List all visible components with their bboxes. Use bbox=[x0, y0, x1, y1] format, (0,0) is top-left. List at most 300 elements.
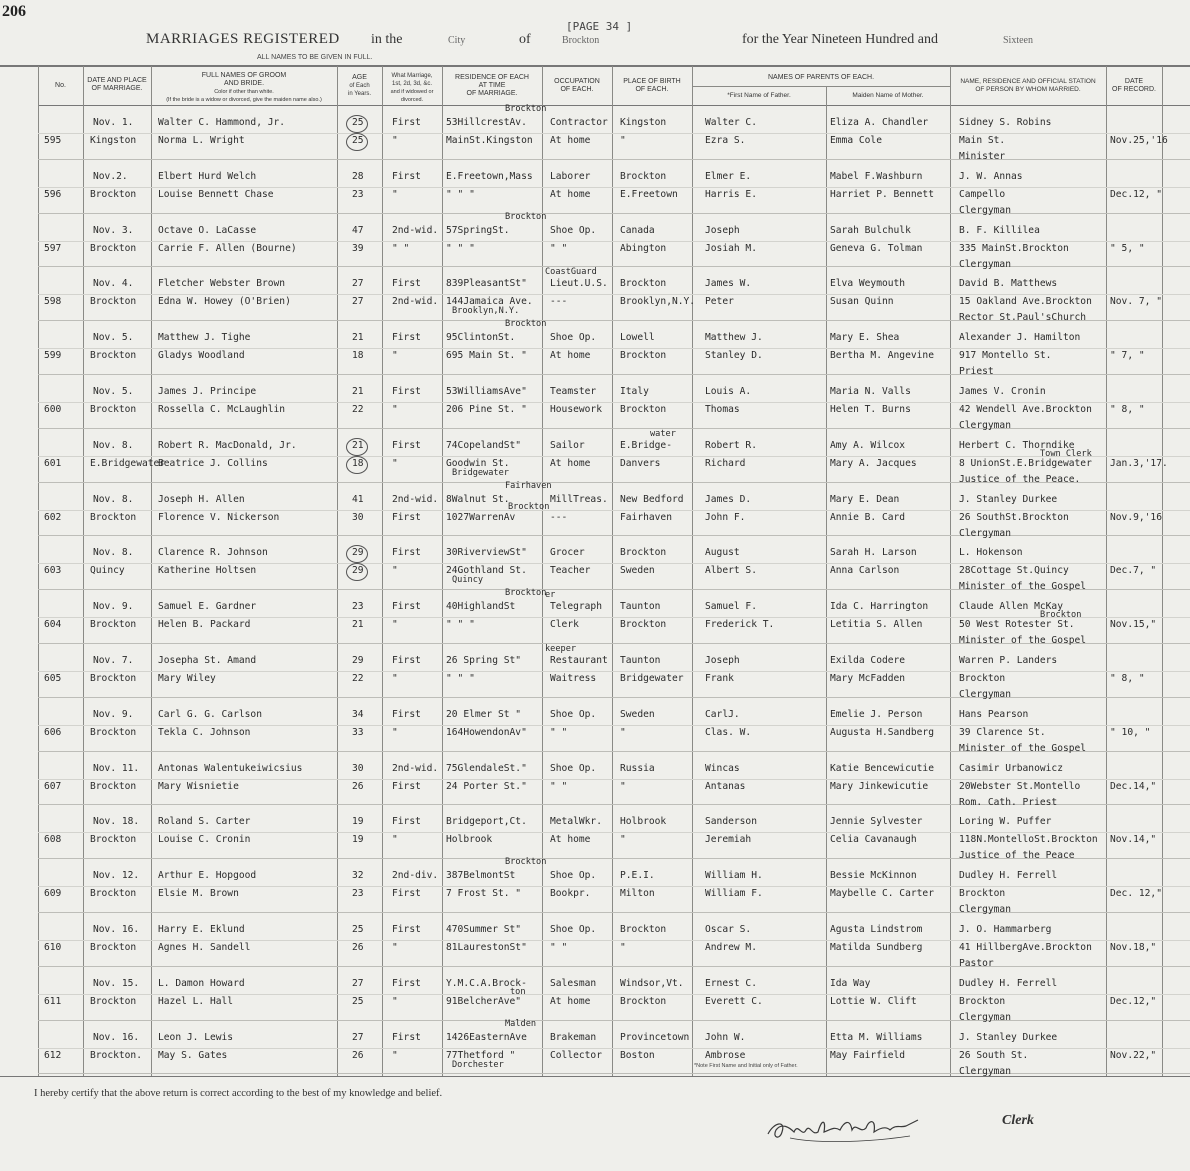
occupation-note: er bbox=[545, 590, 556, 601]
bride-age: 26 bbox=[352, 942, 364, 953]
groom-occupation: Salesman bbox=[550, 977, 597, 989]
bride-mother: Anna Carlson bbox=[830, 565, 900, 577]
groom-age: 34 bbox=[352, 708, 364, 720]
bride-residence-line2: Dorchester bbox=[452, 1059, 504, 1070]
bride-mother: Susan Quinn bbox=[830, 296, 894, 308]
groom-name: Carl G. G. Carlson bbox=[158, 708, 262, 720]
groom-occupation: Shoe Op. bbox=[550, 708, 597, 720]
groom-marriage-no: First bbox=[392, 117, 421, 128]
officiant-note: Brockton bbox=[1040, 610, 1082, 621]
groom-birthplace: Lowell bbox=[620, 332, 655, 344]
groom-occupation: Shoe Op. bbox=[550, 870, 597, 882]
bride-birthplace: " bbox=[620, 834, 626, 846]
bride-residence: 164HowendonAv" bbox=[446, 726, 527, 738]
groom-mother: Katie Bencewicutie bbox=[830, 762, 934, 774]
title-year-suffix: Sixteen bbox=[1003, 35, 1033, 46]
bride-marriage-no: " bbox=[392, 350, 398, 362]
bride-birthplace: Fairhaven bbox=[620, 511, 672, 523]
bride-residence: 206 Pine St. " bbox=[446, 404, 527, 415]
groom-residence: 470Summer St" bbox=[446, 924, 522, 935]
bride-name: Rossella C. McLaughlin bbox=[158, 404, 286, 415]
groom-father: Walter C. bbox=[705, 117, 757, 128]
record-date: " 8, " bbox=[1110, 673, 1145, 684]
officiant-name: B. F. Killilea bbox=[959, 224, 1040, 236]
bride-residence: Holbrook bbox=[446, 834, 493, 846]
officiant-residence: Main St. bbox=[959, 135, 1006, 146]
bride-birthplace: Bridgewater bbox=[620, 673, 684, 684]
bride-mother: Matilda Sundberg bbox=[830, 942, 923, 953]
officiant-title: Clergyman bbox=[959, 1065, 1011, 1077]
bride-birthplace: " bbox=[620, 726, 626, 738]
groom-occupation: Laborer bbox=[550, 170, 591, 182]
record-date: Nov. 7, " bbox=[1110, 296, 1162, 308]
officiant-name: Sidney S. Robins bbox=[959, 117, 1052, 128]
groom-occupation: Lieut.U.S. bbox=[550, 278, 608, 290]
groom-name: Matthew J. Tighe bbox=[158, 332, 251, 344]
record-divider bbox=[38, 1020, 1190, 1021]
groom-marriage-no: First bbox=[392, 332, 421, 344]
bride-age: 19 bbox=[352, 834, 364, 846]
groom-marriage-no: First bbox=[392, 170, 421, 182]
title-of: of bbox=[519, 32, 531, 47]
bride-occupation: At home bbox=[550, 350, 591, 362]
groom-marriage-no: First bbox=[392, 655, 421, 666]
residence-note: Brockton bbox=[505, 319, 547, 330]
col-header-parents: NAMES OF PARENTS OF EACH. bbox=[767, 74, 875, 81]
bride-marriage-no: " bbox=[392, 995, 398, 1007]
groom-birthplace: Russia bbox=[620, 762, 655, 774]
bride-name: Tekla C. Johnson bbox=[158, 726, 251, 738]
record-number: 605 bbox=[44, 673, 62, 684]
marriage-date: Nov. 18. bbox=[93, 816, 140, 828]
record-midline bbox=[38, 940, 1190, 941]
title-sub: ALL NAMES TO BE GIVEN IN FULL. bbox=[257, 54, 373, 61]
marriage-date: Nov. 16. bbox=[93, 924, 140, 935]
officiant-name: Casimir Urbanowicz bbox=[959, 762, 1063, 774]
bride-age: 23 bbox=[352, 188, 364, 200]
age-circle-mark bbox=[346, 545, 368, 563]
groom-residence: Y.M.C.A.Brock- bbox=[446, 977, 527, 989]
officiant-name: J. Stanley Durkee bbox=[959, 493, 1058, 505]
record-number: 595 bbox=[44, 135, 62, 146]
bride-mother: Maybelle C. Carter bbox=[830, 888, 934, 900]
bride-residence-line2: Bridgewater bbox=[452, 467, 509, 478]
bride-occupation: --- bbox=[550, 296, 568, 308]
bride-father: Clas. W. bbox=[705, 726, 752, 738]
groom-occupation: MetalWkr. bbox=[550, 816, 602, 828]
bride-father: Josiah M. bbox=[705, 242, 757, 254]
record-divider bbox=[38, 1073, 1190, 1074]
col-header-mother: Maiden Name of Mother. bbox=[852, 92, 924, 99]
groom-marriage-no: First bbox=[392, 439, 421, 451]
groom-age: 21 bbox=[352, 386, 364, 397]
groom-mother: Amy A. Wilcox bbox=[830, 439, 906, 451]
bride-residence: 695 Main St. " bbox=[446, 350, 527, 362]
marriage-place: Brockton bbox=[90, 350, 137, 362]
officiant-name: Claude Allen McKay bbox=[959, 601, 1063, 613]
bride-occupation: Clerk bbox=[550, 619, 579, 631]
bride-name: Katherine Holtsen bbox=[158, 565, 257, 577]
bride-birthplace: " bbox=[620, 780, 626, 792]
bride-mother: Mary McFadden bbox=[830, 673, 906, 684]
groom-mother: Maria N. Valls bbox=[830, 386, 911, 397]
bride-age: 23 bbox=[352, 888, 364, 900]
groom-marriage-no: 2nd-wid. bbox=[392, 493, 439, 505]
officiant-residence: 20Webster St.Montello bbox=[959, 780, 1081, 792]
bride-occupation: At home bbox=[550, 834, 591, 846]
record-date: Nov.14," bbox=[1110, 834, 1157, 846]
marriage-date: Nov. 8. bbox=[93, 493, 134, 505]
officiant-residence: 335 MainSt.Brockton bbox=[959, 242, 1069, 254]
record-divider bbox=[38, 912, 1190, 913]
title-main: MARRIAGES REGISTERED bbox=[146, 31, 340, 47]
groom-birthplace: Sweden bbox=[620, 708, 655, 720]
groom-residence: 30RiverviewSt" bbox=[446, 547, 527, 559]
bride-birthplace: Danvers bbox=[620, 457, 661, 469]
record-midline bbox=[38, 510, 1190, 511]
officiant-residence: 917 Montello St. bbox=[959, 350, 1052, 362]
bride-residence: 24 Porter St." bbox=[446, 780, 527, 792]
groom-name: Elbert Hurd Welch bbox=[158, 170, 257, 182]
officiant-note: Town Clerk bbox=[1040, 448, 1092, 459]
officiant-name: Dudley H. Ferrell bbox=[959, 870, 1058, 882]
bride-mother: Augusta H.Sandberg bbox=[830, 726, 934, 738]
officiant-name: Alexander J. Hamilton bbox=[959, 332, 1081, 344]
groom-birthplace: Taunton bbox=[620, 655, 661, 666]
marriage-date: Nov. 9. bbox=[93, 601, 134, 613]
bride-age: 22 bbox=[352, 673, 364, 684]
age-circle-mark bbox=[346, 115, 368, 133]
groom-residence: 74CopelandSt" bbox=[446, 439, 522, 451]
groom-name: Samuel E. Gardner bbox=[158, 601, 257, 613]
groom-marriage-no: First bbox=[392, 816, 421, 828]
groom-age: 27 bbox=[352, 1031, 364, 1043]
groom-age: 23 bbox=[352, 601, 364, 613]
officiant-title: Clergyman bbox=[959, 527, 1011, 539]
bride-father: Ambrose bbox=[705, 1049, 746, 1061]
bride-father: Antanas bbox=[705, 780, 746, 792]
bride-name: Gladys Woodland bbox=[158, 350, 245, 362]
groom-age: 47 bbox=[352, 224, 364, 236]
groom-name: Josepha St. Amand bbox=[158, 655, 257, 666]
record-divider bbox=[38, 374, 1190, 375]
officiant-title: Clergyman bbox=[959, 420, 1011, 431]
marriage-place: Brockton bbox=[90, 242, 137, 254]
record-midline bbox=[38, 886, 1190, 887]
bride-residence: " " " bbox=[446, 673, 475, 684]
bride-occupation: Collector bbox=[550, 1049, 602, 1061]
marriage-date: Nov. 9. bbox=[93, 708, 134, 720]
groom-age: 27 bbox=[352, 977, 364, 989]
groom-mother: Mabel F.Washburn bbox=[830, 170, 923, 182]
groom-residence: 57SpringSt. bbox=[446, 224, 510, 236]
record-midline bbox=[38, 348, 1190, 349]
record-date: Dec.12, " bbox=[1110, 188, 1162, 200]
record-midline bbox=[38, 779, 1190, 780]
bride-occupation: Bookpr. bbox=[550, 888, 591, 900]
record-date: " 8, " bbox=[1110, 404, 1145, 415]
groom-mother: Sarah H. Larson bbox=[830, 547, 917, 559]
bride-mother: Helen T. Burns bbox=[830, 404, 911, 415]
groom-age: 25 bbox=[352, 117, 364, 128]
bride-mother: May Fairfield bbox=[830, 1049, 906, 1061]
bride-marriage-no: First bbox=[392, 511, 421, 523]
groom-father: Oscar S. bbox=[705, 924, 752, 935]
groom-residence: 95ClintonSt. bbox=[446, 332, 516, 344]
bride-marriage-no: " " bbox=[392, 242, 410, 254]
bride-father: Thomas bbox=[705, 404, 740, 415]
bride-residence: 24Gothland St. bbox=[446, 565, 527, 577]
groom-name: Antonas Walentukeiwicsius bbox=[158, 762, 303, 774]
record-number: 598 bbox=[44, 296, 62, 308]
record-date: Nov.18," bbox=[1110, 942, 1157, 953]
officiant-residence: 28Cottage St.Quincy bbox=[959, 565, 1069, 577]
marriage-place: Brockton bbox=[90, 296, 137, 308]
bride-age: 39 bbox=[352, 242, 364, 254]
officiant-residence: 42 Wendell Ave.Brockton bbox=[959, 404, 1092, 415]
groom-father: CarlJ. bbox=[705, 708, 740, 720]
groom-birthplace: Holbrook bbox=[620, 816, 667, 828]
officiant-title: Clergyman bbox=[959, 904, 1011, 916]
groom-name: Arthur E. Hopgood bbox=[158, 870, 257, 882]
bride-occupation: " " bbox=[550, 242, 568, 254]
bride-father: Stanley D. bbox=[705, 350, 763, 362]
bride-mother: Lottie W. Clift bbox=[830, 995, 917, 1007]
record-date: Jan.3,'17. bbox=[1110, 457, 1168, 469]
groom-residence: 387BelmontSt bbox=[446, 870, 516, 882]
bride-mother: Mary Jinkewicutie bbox=[830, 780, 929, 792]
residence-note: Brockton bbox=[505, 211, 547, 222]
bride-occupation: Housework bbox=[550, 404, 602, 415]
officiant-name: James V. Cronin bbox=[959, 386, 1046, 397]
officiant-name: J. W. Annas bbox=[959, 170, 1023, 182]
bride-birthplace: Brockton bbox=[620, 619, 667, 631]
officiant-title: Rom. Cath. Priest bbox=[959, 796, 1058, 808]
groom-name: Robert R. MacDonald, Jr. bbox=[158, 439, 297, 451]
groom-marriage-no: 2nd-div. bbox=[392, 870, 439, 882]
groom-occupation: Shoe Op. bbox=[550, 762, 597, 774]
marriage-date: Nov. 5. bbox=[93, 332, 134, 344]
bride-birthplace: Brockton bbox=[620, 350, 667, 362]
bride-occupation: " " bbox=[550, 780, 568, 792]
marriage-place: Brockton bbox=[90, 942, 137, 953]
officiant-name: J. Stanley Durkee bbox=[959, 1031, 1058, 1043]
officiant-name: Loring W. Puffer bbox=[959, 816, 1052, 828]
bride-mother: Emma Cole bbox=[830, 135, 882, 146]
groom-father: Joseph bbox=[705, 655, 740, 666]
groom-age: 30 bbox=[352, 762, 364, 774]
bride-father: William F. bbox=[705, 888, 763, 900]
bride-age: 25 bbox=[352, 995, 364, 1007]
officiant-residence: 50 West Rotester St. bbox=[959, 619, 1075, 631]
bride-marriage-no: " bbox=[392, 834, 398, 846]
officiant-name: David B. Matthews bbox=[959, 278, 1058, 290]
bride-name: Mary Wisnietie bbox=[158, 780, 239, 792]
officiant-title: Minister bbox=[959, 151, 1006, 162]
groom-birthplace: Brockton bbox=[620, 170, 667, 182]
bride-father: Everett C. bbox=[705, 995, 763, 1007]
officiant-title: Clergyman bbox=[959, 1011, 1011, 1023]
groom-residence: 53HillcrestAv. bbox=[446, 117, 527, 128]
record-midline bbox=[38, 617, 1190, 618]
officiant-residence: 26 SouthSt.Brockton bbox=[959, 511, 1069, 523]
record-midline bbox=[38, 456, 1190, 457]
record-number: 603 bbox=[44, 565, 62, 577]
bride-residence: " " " bbox=[446, 242, 475, 254]
groom-age: 21 bbox=[352, 439, 364, 451]
bride-marriage-no: " bbox=[392, 135, 398, 146]
col-header-no: No. bbox=[55, 82, 66, 89]
officiant-name: L. Hokenson bbox=[959, 547, 1023, 559]
bride-residence: 81LaurestonSt" bbox=[446, 942, 527, 953]
col-header-names: FULL NAMES OF GROOM AND BRIDE. Color if other than white. (If the bride is a widow or divorced, give the maiden name also.) bbox=[166, 72, 322, 103]
groom-marriage-no: First bbox=[392, 977, 421, 989]
record-midline bbox=[38, 187, 1190, 188]
bride-name: Elsie M. Brown bbox=[158, 888, 239, 900]
groom-father: John W. bbox=[705, 1031, 746, 1043]
bride-age: 18 bbox=[352, 350, 364, 362]
bride-occupation: Waitress bbox=[550, 673, 597, 684]
officiant-title: Clergyman bbox=[959, 689, 1011, 700]
record-date: " 5, " bbox=[1110, 242, 1145, 254]
bride-age: 33 bbox=[352, 726, 364, 738]
bride-occupation: At home bbox=[550, 457, 591, 469]
bride-age: 27 bbox=[352, 296, 364, 308]
title-city-name: Brockton bbox=[562, 35, 600, 46]
groom-residence: 1426EasternAve bbox=[446, 1031, 527, 1043]
groom-name: Leon J. Lewis bbox=[158, 1031, 234, 1043]
bride-residence: MainSt.Kingston bbox=[446, 135, 533, 146]
col-header-residence: RESIDENCE OF EACH AT TIME OF MARRIAGE. bbox=[455, 74, 529, 97]
table-top-rule bbox=[0, 65, 1190, 67]
bride-mother: Letitia S. Allen bbox=[830, 619, 923, 631]
groom-birthplace: Taunton bbox=[620, 601, 661, 613]
officiant-title: Clergyman bbox=[959, 258, 1011, 270]
bride-residence: " " " bbox=[446, 619, 475, 631]
groom-father: William H. bbox=[705, 870, 763, 882]
record-date: " 10, " bbox=[1110, 726, 1151, 738]
officiant-name: Warren P. Landers bbox=[959, 655, 1058, 666]
groom-birthplace: Canada bbox=[620, 224, 655, 236]
record-date: Dec.7, " bbox=[1110, 565, 1157, 577]
groom-residence: 53WilliamsAve" bbox=[446, 386, 527, 397]
marriage-date: Nov. 8. bbox=[93, 547, 134, 559]
bride-marriage-no: First bbox=[392, 888, 421, 900]
bride-age: 29 bbox=[352, 565, 364, 577]
marriage-date: Nov. 1. bbox=[93, 117, 134, 128]
bride-marriage-no: " bbox=[392, 942, 398, 953]
residence-note: Brockton bbox=[505, 588, 547, 599]
record-midline bbox=[38, 994, 1190, 995]
parents-subheader-rule bbox=[692, 86, 950, 87]
record-number: 596 bbox=[44, 188, 62, 200]
bride-name: Helen B. Packard bbox=[158, 619, 251, 631]
title-year: for the Year Nineteen Hundred and bbox=[742, 32, 938, 47]
bride-father: Peter bbox=[705, 296, 734, 308]
col-header-record-date: DATE OF RECORD. bbox=[1112, 78, 1156, 93]
marriage-place: Brockton bbox=[90, 780, 137, 792]
certification-text: I hereby certify that the above return is correct according to the best of my knowledge and belief. bbox=[34, 1088, 443, 1099]
officiant-title: Clergyman bbox=[959, 204, 1011, 216]
groom-father: Robert R. bbox=[705, 439, 757, 451]
groom-mother: Eliza A. Chandler bbox=[830, 117, 929, 128]
groom-mother: Bessie McKinnon bbox=[830, 870, 917, 882]
bride-father: Jeremiah bbox=[705, 834, 752, 846]
officiant-residence: Brockton bbox=[959, 995, 1006, 1007]
groom-age: 21 bbox=[352, 332, 364, 344]
bride-age: 26 bbox=[352, 1049, 364, 1061]
groom-father: Samuel F. bbox=[705, 601, 757, 613]
groom-mother: Jennie Sylvester bbox=[830, 816, 923, 828]
marriage-date: Nov. 3. bbox=[93, 224, 134, 236]
bride-marriage-no: " bbox=[392, 188, 398, 200]
groom-occupation: Restaurant bbox=[550, 655, 608, 666]
record-date: Nov.15," bbox=[1110, 619, 1157, 631]
bride-residence: 1027WarrenAv bbox=[446, 511, 516, 523]
bride-father: John F. bbox=[705, 511, 746, 523]
bride-birthplace: Brockton bbox=[620, 404, 667, 415]
bride-name: Louise C. Cronin bbox=[158, 834, 251, 846]
officiant-residence: 39 Clarence St. bbox=[959, 726, 1046, 738]
groom-name: L. Damon Howard bbox=[158, 977, 245, 989]
bride-age: 18 bbox=[352, 457, 364, 469]
residence-note: Malden bbox=[505, 1018, 537, 1029]
record-number: 600 bbox=[44, 404, 62, 415]
bride-residence-line2: Quincy bbox=[452, 575, 484, 586]
groom-name: Clarence R. Johnson bbox=[158, 547, 268, 559]
groom-occupation: Brakeman bbox=[550, 1031, 597, 1043]
groom-birthplace: Italy bbox=[620, 386, 649, 397]
marriage-place: E.Bridgewater bbox=[90, 457, 166, 469]
bride-birthplace: Brooklyn,N.Y. bbox=[620, 296, 696, 308]
col-header-date: DATE AND PLACE OF MARRIAGE. bbox=[87, 77, 147, 92]
groom-mother: Mary E. Dean bbox=[830, 493, 900, 505]
bride-residence: 77Thetford " bbox=[446, 1049, 516, 1061]
groom-occupation: Teamster bbox=[550, 386, 597, 397]
groom-occupation: Contractor bbox=[550, 117, 608, 128]
bride-occupation: --- bbox=[550, 511, 568, 523]
groom-mother: Etta M. Williams bbox=[830, 1031, 923, 1043]
bride-birthplace: " bbox=[620, 942, 626, 953]
groom-name: Joseph H. Allen bbox=[158, 493, 245, 505]
page-number: 206 bbox=[2, 3, 26, 20]
groom-father: Ernest C. bbox=[705, 977, 757, 989]
groom-occupation: Sailor bbox=[550, 439, 585, 451]
record-number: 607 bbox=[44, 780, 62, 792]
title-in-the: in the bbox=[371, 32, 403, 47]
bride-birthplace: Milton bbox=[620, 888, 655, 900]
record-date: " 7, " bbox=[1110, 350, 1145, 362]
groom-residence-line2: ton bbox=[510, 986, 526, 997]
bride-occupation: Teacher bbox=[550, 565, 591, 577]
bride-mother: Annie B. Card bbox=[830, 511, 906, 523]
marriage-date: Nov. 15. bbox=[93, 977, 140, 989]
groom-residence: 20 Elmer St " bbox=[446, 708, 522, 720]
bride-birthplace: Abington bbox=[620, 242, 667, 254]
record-date: Dec. 12," bbox=[1110, 888, 1162, 900]
groom-occupation: Shoe Op. bbox=[550, 224, 597, 236]
groom-age: 29 bbox=[352, 547, 364, 559]
groom-father: Joseph bbox=[705, 224, 740, 236]
marriage-date: Nov. 4. bbox=[93, 278, 134, 290]
record-divider bbox=[38, 966, 1190, 967]
officiant-name: Herbert C. Thorndike bbox=[959, 439, 1075, 451]
bride-father: Ezra S. bbox=[705, 135, 746, 146]
groom-occupation: Grocer bbox=[550, 547, 585, 559]
bride-residence: " " " bbox=[446, 188, 475, 200]
groom-mother: Elva Weymouth bbox=[830, 278, 906, 290]
bride-age: 30 bbox=[352, 511, 364, 523]
